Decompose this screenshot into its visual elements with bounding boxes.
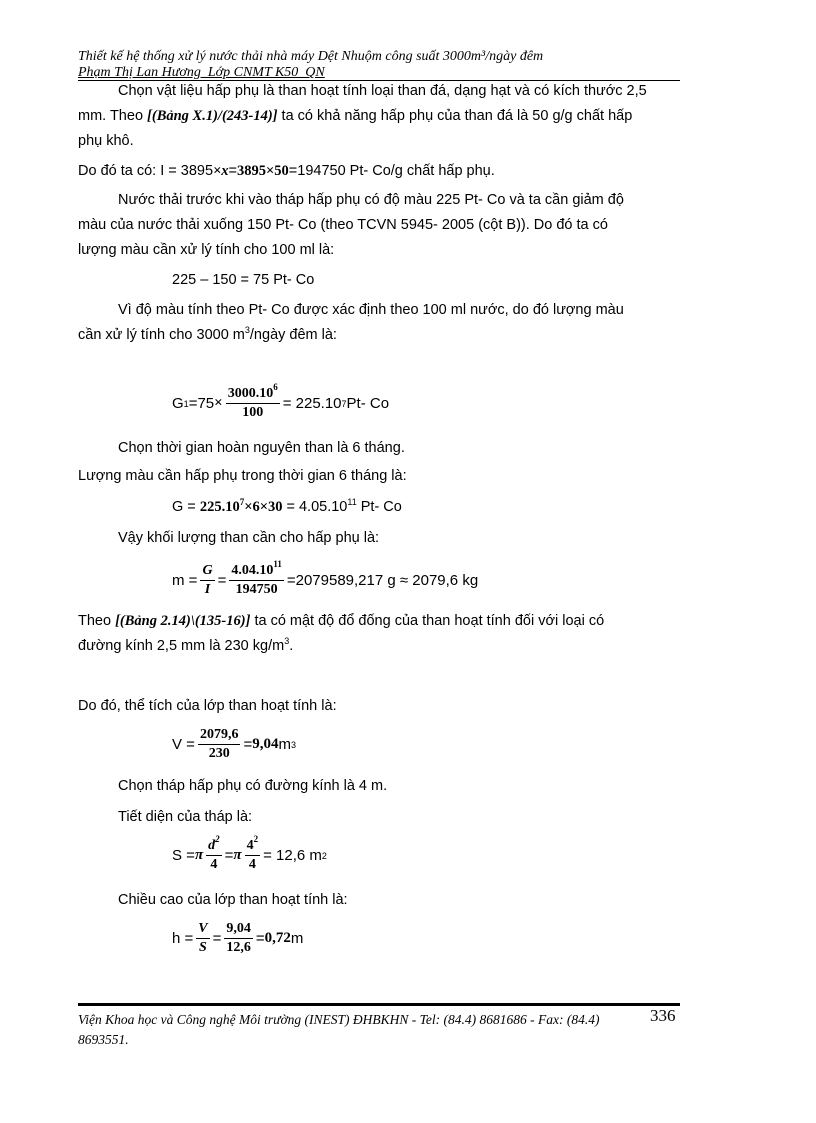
s-f1-num-text: d	[208, 838, 216, 853]
g-unit: Pt- Co	[356, 499, 402, 515]
g-bold-2: ×6×30	[244, 499, 283, 515]
h-symbol: h =	[172, 930, 194, 947]
para-12: Chiều cao của lớp than hoạt tính là:	[118, 892, 348, 908]
g1-num-text: 3000.10	[227, 386, 274, 401]
m-equals: =	[217, 572, 227, 589]
m-f1-numerator: G	[200, 562, 214, 581]
h-f2-numerator: 9,04	[224, 920, 253, 939]
formula-result: =194750 Pt- Co/g chất hấp phụ.	[288, 163, 495, 179]
para-4-text-2: /ngày đêm là:	[249, 327, 337, 343]
g1-fraction	[226, 382, 280, 422]
para-1-line-2	[78, 104, 632, 129]
table-reference-2: [(Bảng 2.14)\(135-16)]	[115, 613, 251, 629]
v-denominator: 230	[208, 746, 230, 761]
h-result: 0,72	[264, 930, 291, 946]
footer-text: Viện Khoa học và Công nghệ Môi trường (INEST) ĐHBKHN - Tel: (84.4) 8681686 - Fax: (84.4) 8693551.	[78, 1012, 600, 1047]
m-f2-numerator	[229, 559, 284, 581]
para-6: Lượng màu cần hấp phụ trong thời gian 6 tháng là:	[78, 468, 407, 484]
formula-g	[172, 495, 402, 520]
formula-var: ×x	[213, 163, 229, 179]
m-symbol: m =	[172, 572, 198, 589]
s-f1-num-sup: 2	[215, 834, 220, 844]
s-equals: =	[224, 847, 234, 864]
v-fraction	[198, 726, 241, 763]
g-result-sup: 11	[347, 497, 357, 507]
g1-numerator	[226, 382, 280, 404]
para-8-line-2	[78, 634, 293, 659]
g1-num-sup: 6	[273, 382, 278, 392]
formula-capacity	[78, 159, 495, 184]
para-8-line-1	[78, 609, 604, 634]
para-1-line-1: Chọn vật liệu hấp phụ là than hoạt tính loại than đá, dạng hạt và có kích thước 2,5	[118, 83, 647, 99]
h-equals: =	[255, 930, 265, 947]
para-4-line-1: Vì độ màu tính theo Pt- Co được xác định theo 100 ml nước, do đó lượng màu	[118, 302, 624, 318]
header-title: Thiết kế hệ thống xử lý nước thải nhà máy Dệt Nhuộm công suất 3000m³/ngày đêm	[78, 49, 544, 64]
m-f2-denominator: 194750	[235, 582, 278, 597]
pi-symbol: π	[194, 847, 204, 863]
para-4-text: cần xử lý tính cho 3000 m	[78, 327, 245, 343]
m-result: =2079589,217 g ≈ 2079,6 kg	[286, 572, 479, 589]
para-3-line-3: lượng màu cần xử lý tính cho 100 ml là:	[78, 242, 335, 258]
formula-g1: G 1 =75 × $\frac{3000.10^6}{100}$ = 225.10 7 Pt- Co	[172, 382, 390, 420]
h-equals-1: =	[212, 930, 222, 947]
s-fraction-2	[245, 834, 261, 874]
para-3-line-2: màu của nước thải xuống 150 Pt- Co (theo TCVN 5945- 2005 (cột B)). Do đó ta có	[78, 217, 608, 233]
s-f1-numerator	[206, 834, 222, 856]
v-result: 9,04	[252, 736, 279, 752]
g1-times: ×	[214, 395, 223, 411]
s-f2-numerator	[245, 834, 261, 856]
v-symbol: V =	[172, 736, 195, 753]
superscript: 3	[284, 636, 290, 646]
para-1-text-2: ta có khả năng hấp phụ của than đá là 50 g/g chất hấp	[277, 108, 633, 124]
m-fraction-1	[200, 562, 214, 599]
formula-eq: =	[228, 163, 238, 179]
v-equals: =	[243, 736, 253, 753]
formula-height	[172, 920, 303, 957]
m-f2-num-text: 4.04.10	[231, 563, 274, 578]
g-result: = 4.05.10	[282, 499, 348, 515]
h-fraction-2	[224, 920, 253, 957]
s-f1-denominator: 4	[210, 857, 218, 872]
para-8-text-2: ta có mật độ đổ đống của than hoạt tính đối với loại có	[250, 613, 605, 629]
g1-coef: =75	[188, 395, 215, 412]
s-symbol: S =	[172, 847, 195, 864]
formula-text: Do đó ta có: I = 3895	[78, 163, 214, 179]
m-f2-num-sup: 11	[273, 559, 282, 569]
s-result: = 12,6 m	[263, 847, 322, 864]
s-f2-denominator: 4	[248, 857, 256, 872]
g1-denominator: 100	[242, 405, 264, 420]
h-unit: m	[290, 930, 304, 947]
m-fraction-2	[229, 559, 284, 599]
g-bold-sup: 7	[239, 497, 245, 507]
pi-symbol-2: π	[233, 847, 242, 863]
para-8-text-3: đường kính 2,5 mm là 230 kg/m	[78, 638, 285, 654]
g1-symbol: G	[172, 395, 184, 412]
h-fraction-1	[196, 920, 209, 957]
header-author: Phạm Thị Lan Hương_Lớp CNMT K50_QN	[78, 65, 325, 80]
para-8-text-4: .	[289, 638, 294, 654]
formula-bold: 3895×50	[237, 163, 289, 179]
formula-color-diff: 225 – 150 = 75 Pt- Co	[172, 272, 315, 288]
g-symbol: G =	[172, 499, 200, 515]
para-7: Vậy khối lượng than cần cho hấp phụ là:	[118, 530, 380, 546]
h-f1-denominator: S	[199, 940, 207, 955]
h-f2-denominator: 12,6	[226, 940, 251, 955]
g1-unit: Pt- Co	[346, 395, 390, 412]
para-3-line-1: Nước thải trước khi vào tháp hấp phụ có độ màu 225 Pt- Co và ta cần giảm độ	[118, 192, 624, 208]
para-1-line-3: phụ khô.	[78, 133, 134, 149]
v-unit: m	[278, 736, 291, 753]
page-number: 336	[650, 1006, 676, 1025]
m-f1-denominator: I	[204, 582, 211, 597]
para-10: Chọn tháp hấp phụ có đường kính là 4 m.	[118, 778, 388, 794]
s-fraction-1	[206, 834, 222, 874]
s-f2-num-sup: 2	[253, 834, 259, 844]
superscript: 3	[244, 325, 250, 335]
para-4-line-2	[78, 323, 337, 348]
g-bold: 225.10	[199, 499, 240, 515]
formula-mass	[172, 559, 479, 599]
table-reference: [(Bảng X.1)/(243-14)]	[147, 108, 278, 124]
para-9: Do đó, thể tích của lớp than hoạt tính là:	[78, 698, 337, 714]
para-5: Chọn thời gian hoàn nguyên than là 6 tháng.	[118, 440, 405, 456]
para-8-text: Theo	[78, 613, 116, 629]
footer-divider	[78, 1003, 680, 1006]
formula-volume: V = $\frac{2079,6}{230}$ = 9,04 m 3	[172, 727, 296, 761]
g1-result: = 225.10	[282, 395, 342, 412]
formula-area: S = π $\frac{d^2}{4}$ = π $\frac{4^2}{4}$ = 12,6 m 2	[172, 834, 327, 872]
para-1-text: mm. Theo	[78, 108, 148, 124]
h-f1-numerator: V	[196, 920, 209, 939]
v-numerator: 2079,6	[198, 726, 241, 745]
s-f2-num-text: 4	[246, 838, 254, 853]
para-11: Tiết diện của tháp là:	[118, 809, 253, 825]
